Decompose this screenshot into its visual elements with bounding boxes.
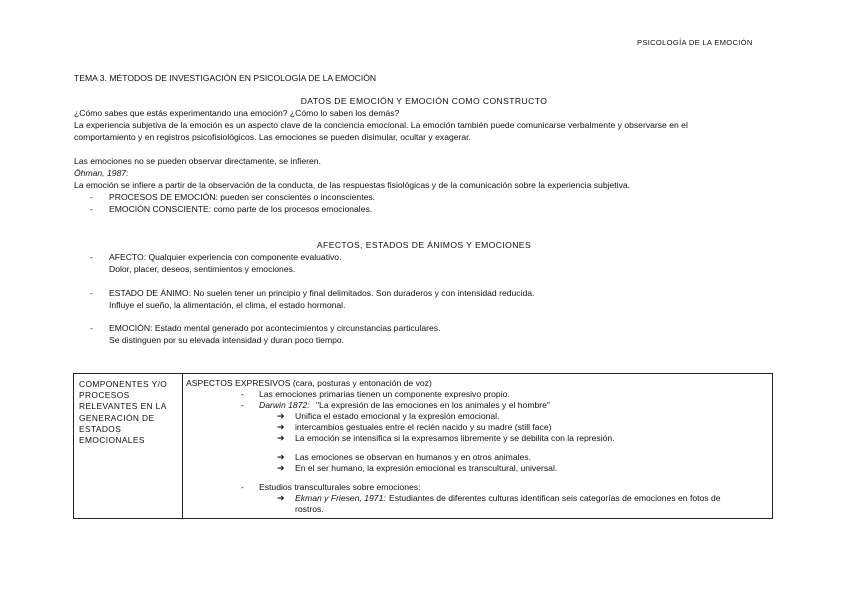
definition-detail: Se distinguen por su elevada intensidad y duran poco tiempo.: [109, 335, 345, 345]
definition-emocion: EMOCIÓN: Estado mental generado por acontecimientos y circunstancias particulares.: [109, 323, 441, 333]
arrow-item: La emoción se intensifica si la expresamos libremente y se debilita con la represión.: [295, 433, 615, 443]
definition-detail: Dolor, placer, deseos, sentimientos y emociones.: [109, 264, 296, 274]
table-left-header: COMPONENTES Y/O PROCESOS RELEVANTES EN LA GENERACIÓN DE ESTADOS EMOCIONALES: [79, 379, 168, 446]
list-item: Las emociones primarias tienen un componente expresivo propio.: [259, 389, 510, 399]
definition-estado-animo: ESTADO DE ÁNIMO: No suelen tener un principio y final delimitados. Son duraderos y con intensidad reducida.: [109, 288, 535, 298]
running-header: PSICOLOGÍA DE LA EMOCIÓN: [637, 38, 753, 47]
bullet-dash: -: [90, 288, 93, 298]
list-item: Estudios transculturales sobre emociones:: [259, 482, 421, 492]
bullet-dash: -: [90, 192, 93, 202]
paragraph-line: Las emociones no se pueden observar directamente, se infieren.: [74, 156, 321, 166]
arrow-item: En el ser humano, la expresión emocional es transcultural, universal.: [295, 463, 558, 473]
list-item: PROCESOS DE EMOCIÓN: pueden ser conscientes o inconscientes.: [109, 192, 376, 202]
paragraph-line: La emoción se infiere a partir de la observación de la conducta, de las respuestas fisiológicas y de la comunicación sobre la experiencia subjetiva.: [74, 180, 631, 190]
bullet-dash: -: [241, 400, 244, 410]
bullet-dash: -: [90, 323, 93, 333]
citation: Ekman y Friesen, 1971:: [295, 493, 386, 503]
table-right-title: ASPECTOS EXPRESIVOS (cara, posturas y entonación de voz): [186, 378, 432, 388]
citation: Darwin 1872:: [259, 400, 310, 410]
arrow-icon: ➔: [277, 422, 285, 432]
citation: Öhman, 1987:: [74, 168, 129, 178]
definition-detail: Influye el sueño, la alimentación, el clima, el estado hormonal.: [109, 300, 346, 310]
arrow-icon: ➔: [277, 433, 285, 443]
list-item: "La expresión de las emociones en los animales y el hombre": [316, 400, 550, 410]
arrow-icon: ➔: [277, 411, 285, 421]
section-title-afectos: AFECTOS, ESTADOS DE ÁNIMOS Y EMOCIONES: [316, 240, 532, 250]
arrow-icon: ➔: [277, 452, 285, 462]
arrow-item: intercambios gestuales entre el recién nacido y su madre (still face): [295, 422, 552, 432]
bullet-dash: -: [90, 204, 93, 214]
paragraph-line: comportamiento y en registros psicofisiológicos. Las emociones se pueden disimular, ocultar y exagerar.: [74, 132, 471, 142]
section-title-datos: DATOS DE EMOCIÓN Y EMOCIÓN COMO CONSTRUCTO: [300, 96, 548, 106]
definition-afecto: AFECTO: Qualquier experiencia con componente evaluativo.: [109, 252, 342, 262]
table-divider: [182, 374, 183, 518]
topic-title: TEMA 3. MÉTODOS DE INVESTIGACIÓN EN PSICOLOGÍA DE LA EMOCIÓN: [74, 73, 377, 83]
arrow-item: Las emociones se observan en humanos y en otros animales.: [295, 452, 531, 462]
arrow-icon: ➔: [277, 493, 285, 503]
arrow-icon: ➔: [277, 463, 285, 473]
question-text: ¿Cómo sabes que estás experimentando una emoción? ¿Cómo lo saben los demás?: [74, 108, 400, 118]
arrow-item: Estudiantes de diferentes culturas identifican seis categorías de emociones en fotos de: [389, 493, 721, 503]
bullet-dash: -: [90, 252, 93, 262]
arrow-item: Unifica el estado emocional y la expresión emocional.: [295, 411, 500, 421]
bullet-dash: -: [241, 389, 244, 399]
paragraph-line: La experiencia subjetiva de la emoción es un aspecto clave de la conciencia emocional. La emoción también puede comunicarse verbalmente y observarse en el: [74, 120, 688, 130]
arrow-item-continuation: rostros.: [295, 504, 324, 514]
list-item: EMOCIÓN CONSCIENTE: como parte de los procesos emocionales.: [109, 204, 373, 214]
bullet-dash: -: [241, 482, 244, 492]
components-table: [73, 373, 773, 519]
